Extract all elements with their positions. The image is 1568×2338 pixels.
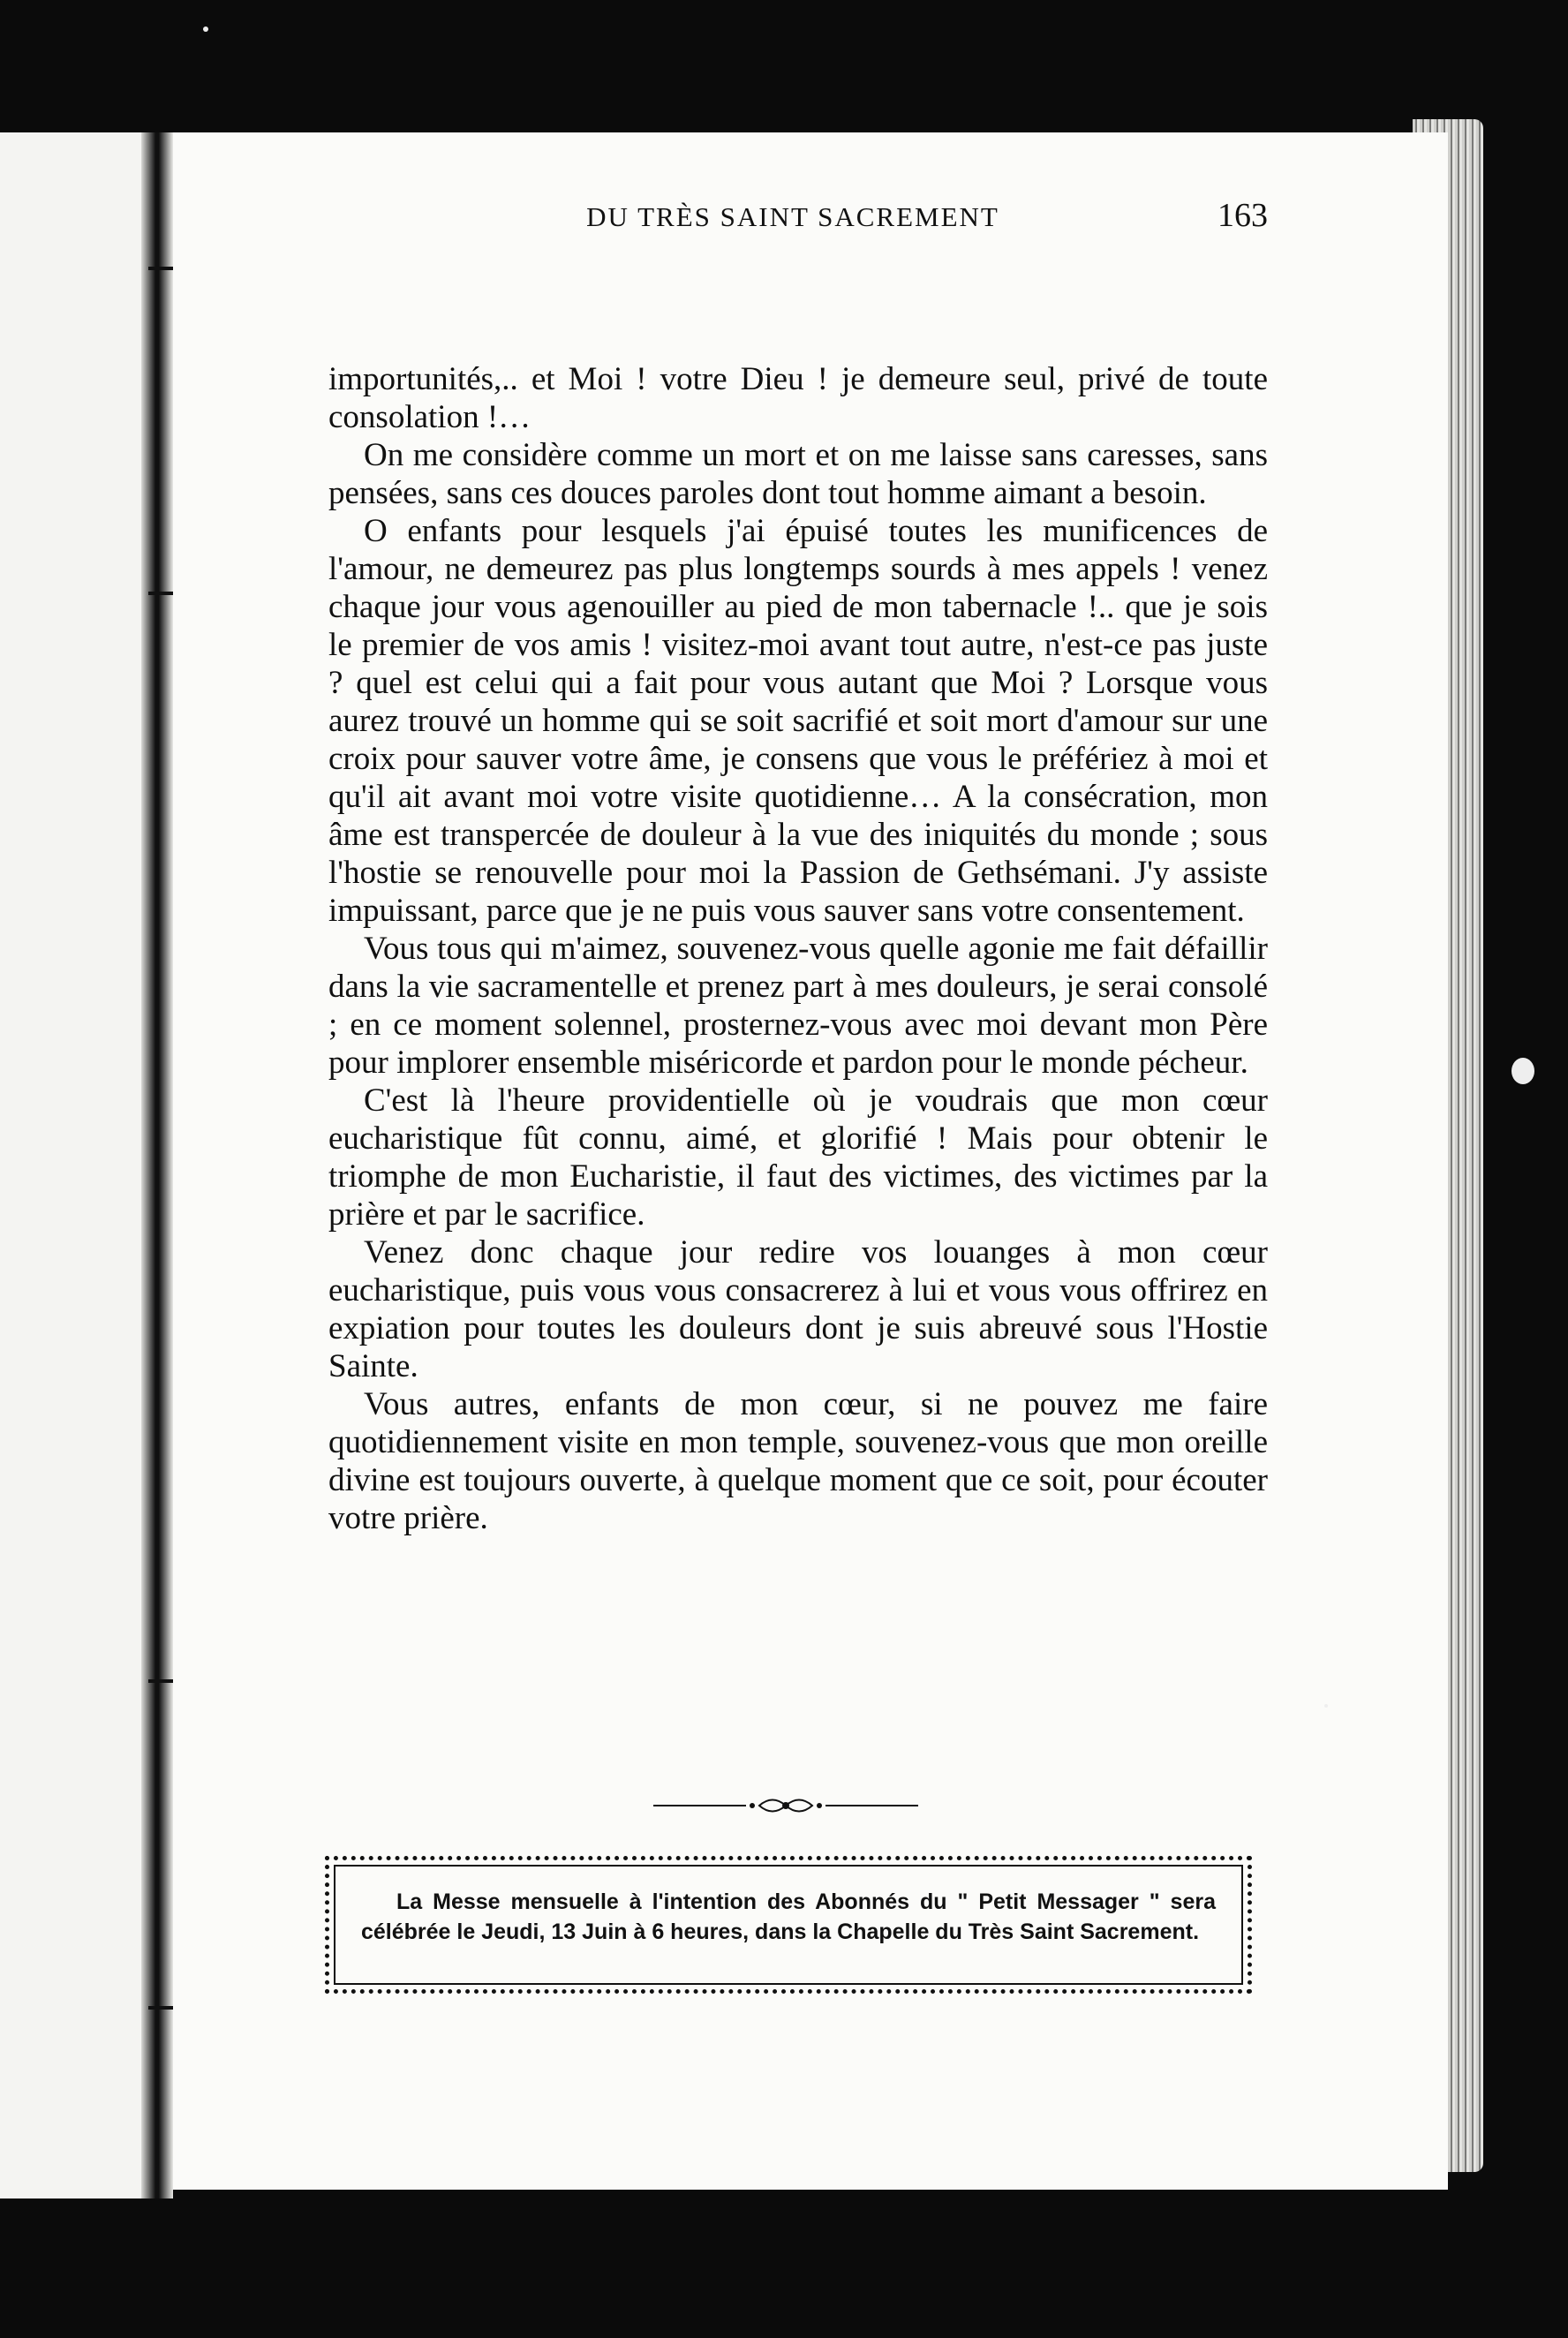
film-speck (1511, 1058, 1534, 1084)
paragraph: On me considère comme un mort et on me laisse sans caresses, sans pensées, sans ces douces paroles dont tout homme aimant a besoin. (328, 437, 1268, 511)
body-text (328, 360, 1268, 1537)
paragraph: C'est là l'heure providentielle où je voudrais que mon cœur eucharistique fût connu, aimé, et glorifié ! Mais pour obtenir le triomphe de mon Eucharistie, il faut des victimes, des victimes par la prière et par le sacrifice. (328, 1082, 1268, 1233)
facing-page (0, 132, 161, 2198)
paragraph: Vous tous qui m'aimez, souvenez-vous quelle agonie me fait défaillir dans la vie sacramentelle et prenez part à mes douleurs, je serai consolé ; en ce moment solennel, prosternez-vous avec moi devant mon Père pour implorer ensemble miséricorde et pardon pour le monde pécheur. (328, 931, 1268, 1081)
film-speck (1324, 1704, 1328, 1708)
paragraph: importunités,.. et Moi ! votre Dieu ! je demeure seul, privé de toute consolation !… (328, 361, 1268, 435)
notice-text: La Messe mensuelle à l'intention des Abonnés du " Petit Messager " sera célébrée le Jeudi, 13 Juin à 6 heures, dans la Chapelle du Très Saint Sacrement. (361, 1889, 1216, 1944)
ornament-divider (653, 1792, 918, 1819)
paragraph: Venez donc chaque jour redire vos louanges à mon cœur eucharistique, puis vous vous consacrerez à lui et vous vous offrirez en expiation pour toutes les douleurs dont je suis abreuvé sous l'Hostie Sainte. (328, 1234, 1268, 1384)
paragraph: Vous autres, enfants de mon cœur, si ne pouvez me faire quotidiennement visite en mon temple, souvenez-vous que mon oreille divine est toujours ouverte, à quelque moment que ce soit, pour écouter votre prière. (328, 1386, 1268, 1536)
paragraph: O enfants pour lesquels j'ai épuisé toutes les munificences de l'amour, ne demeurez pas plus longtemps sourds à mes appels ! venez chaque jour vous agenouiller au pied de mon tabernacle !.. que je sois le premier de vos amis ! visitez-moi avant tout autre, n'est-ce pas juste ? quel est celui qui a fait pour vous autant que Moi ? Lorsque vous aurez trouvé un homme qui se soit sacrifié et soit mort d'amour sur une croix pour sauver votre âme, je consens que vous le préfériez à moi et qu'il ait avant moi votre visite quotidienne… A la consécration, mon âme est transpercée de douleur à la vue des iniquités du monde ; sous l'hostie se renouvelle pour moi la Passion de Gethsémani. J'y assiste impuissant, parce que je ne puis vous sauver sans votre consentement. (328, 513, 1268, 929)
page-header (318, 196, 1268, 240)
page-number: 163 (1217, 197, 1268, 234)
book-gutter (141, 132, 173, 2198)
running-title: DU TRÈS SAINT SACREMENT (586, 201, 999, 232)
notice-box (325, 1856, 1252, 1994)
film-speck (203, 26, 208, 32)
